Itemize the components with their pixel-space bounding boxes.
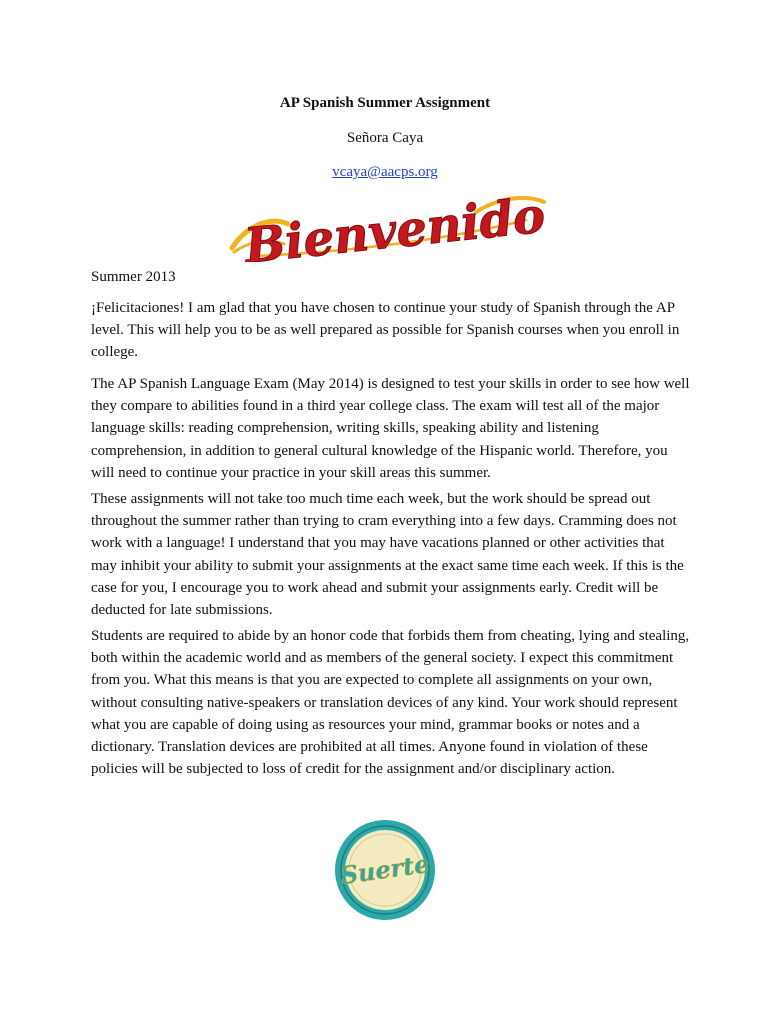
bienvenido-logo <box>226 190 546 262</box>
paragraph-congratulations: ¡Felicitaciones! I am glad that you have chosen to continue your study of Spanish through the AP level. This will help you to be as well prepared as possible for Spanish courses when you enroll in college. <box>91 300 680 361</box>
suerte-seal <box>333 818 437 922</box>
bienvenido-logo-graphic <box>226 190 546 262</box>
paragraph-honor-code: Students are required to abide by an honor code that forbids them from cheating, lying and stealing, both within the academic world and as members of the general society. I expect this commitment from you. What this means is that you are expected to complete all assignments on your own, without consulting native-speakers or translation devices of any kind. Your work should represent what you are capable of doing using as resources your mind, grammar books or notes and a dictionary. Translation devices are prohibited at all times. Anyone found in violation of these policies will be subjected to loss of credit for the assignment and/or disciplinary action. <box>91 628 690 778</box>
logo-text: Bienvenido <box>242 190 546 262</box>
suerte-seal-graphic <box>333 818 437 922</box>
seal-text: Suerte <box>338 848 432 891</box>
paragraph-assignments: These assignments will not take too much time each week, but the work should be spread out throughout the summer rather than trying to cram everything into a few days. Cramming does not work with a language! I understand that you may have vacations planned or other activities that may inhibit your ability to submit your assignments at the exact same time each week. If this is the case for you, I encourage you to work ahead and submit your assignments early. Credit will be deducted for late submissions. <box>91 491 684 619</box>
date-line: Summer 2013 <box>91 269 176 285</box>
document-title: AP Spanish Summer Assignment <box>279 95 491 111</box>
teacher-name: Señora Caya <box>346 130 424 146</box>
email-link[interactable]: vcaya@aacps.org <box>332 164 438 180</box>
paragraph-exam: The AP Spanish Language Exam (May 2014) is designed to test your skills in order to see how well they compare to abilities found in a third year college class. The exam will test all of the major language skills: reading comprehension, writing skills, speaking ability and listening comprehension, in addition to general cultural knowledge of the Hispanic world. Therefore, you will need to continue your practice in your skill areas this summer. <box>91 376 690 481</box>
email-line <box>0 163 770 181</box>
